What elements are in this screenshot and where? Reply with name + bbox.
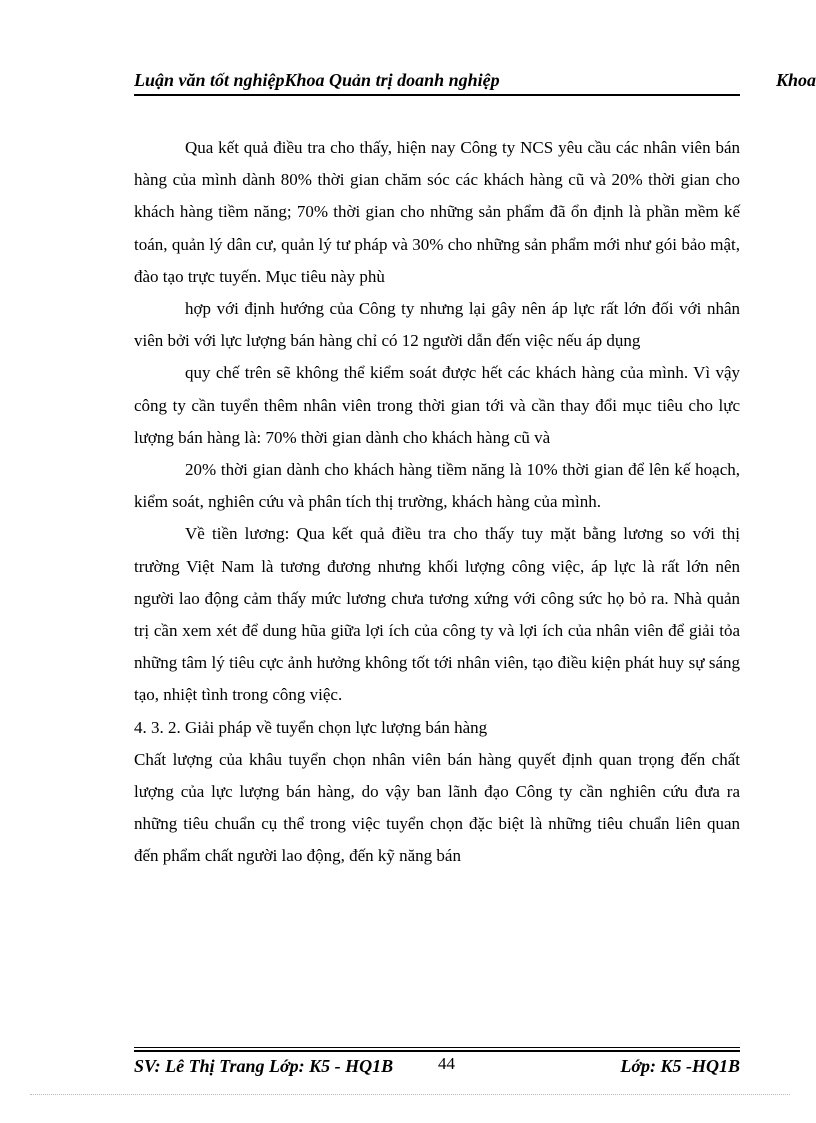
header-divider (134, 94, 740, 96)
paragraph-survey-results: Qua kết quả điều tra cho thấy, hiện nay Công ty NCS yêu cầu các nhân viên bán hàng của mình dành 80% thời gian chăm sóc các khách hàng cũ và 20% thời gian cho khách hàng tiềm năng; 70% thời gian cho những sản phẩm đã ổn định là phần mềm kế toán, quản lý dân cư, quản lý tư pháp và 30% cho những sản phẩm mới như gói bảo mật, đào tạo trực tuyến. Mục tiêu này phù (134, 138, 740, 286)
page-footer (134, 1054, 740, 1078)
section-heading: 4. 3. 2. Giải pháp về tuyển chọn lực lượng bán hàng (134, 717, 488, 737)
footer-student-info: SV: Lê Thị Trang Lớp: K5 - HQ1B (134, 1056, 394, 1076)
footer-divider-thick (134, 1050, 740, 1052)
page-bottom-edge (30, 1094, 790, 1095)
page-number: 44 (438, 1054, 455, 1073)
paragraph-regulation: quy chế trên sẽ không thể kiểm soát được hết các khách hàng của mình. Vì vậy công ty cần tuyển thêm nhân viên trong thời gian tới và cần thay đổi mục tiêu cho lực lượng bán hàng là: 70% thời gian dành cho khách hàng cũ và (134, 363, 740, 447)
footer-divider-thin (134, 1047, 740, 1048)
paragraph-pressure: hợp với định hướng của Công ty nhưng lại gây nên áp lực rất lớn đối với nhân viên bởi với lực lượng bán hàng chỉ có 12 người dẫn đến việc nếu áp dụng (134, 299, 740, 351)
page-header (134, 70, 814, 94)
document-body (134, 132, 740, 873)
header-faculty-label: Khoa (776, 70, 816, 90)
paragraph-recruitment: Chất lượng của khâu tuyển chọn nhân viên bán hàng quyết định quan trọng đến chất lượng của lực lượng bán hàng, do vậy ban lãnh đạo Công ty cần nghiên cứu đưa ra những tiêu chuẩn cụ thể trong việc tuyển chọn đặc biệt là những tiêu chuẩn liên quan đến phẩm chất người lao động, đến kỹ năng bán (134, 749, 740, 866)
footer-class-info: Lớp: K5 -HQ1B (620, 1056, 740, 1076)
paragraph-time-allocation: 20% thời gian dành cho khách hàng tiềm năng là 10% thời gian để lên kế hoạch, kiểm soát, nghiên cứu và phân tích thị trường, khách hàng của mình. (134, 460, 740, 512)
header-thesis-title: Luận văn tốt nghiệpKhoa Quản trị doanh nghiệp (134, 70, 500, 90)
paragraph-salary: Về tiền lương: Qua kết quả điều tra cho thấy tuy mặt bằng lương so với thị trường Việt Nam là tương đương nhưng khối lượng công việc, áp lực là rất lớn nên người lao động cảm thấy mức lương chưa tương xứng với công sức họ bỏ ra. Nhà quản trị cần xem xét để dung hũa giữa lợi ích của công ty và lợi ích của nhân viên để giải tỏa những tâm lý tiêu cực ảnh hưởng không tốt tới nhân viên, tạo điều kiện phát huy sự sáng tạo, nhiệt tình trong công việc. (134, 524, 740, 705)
